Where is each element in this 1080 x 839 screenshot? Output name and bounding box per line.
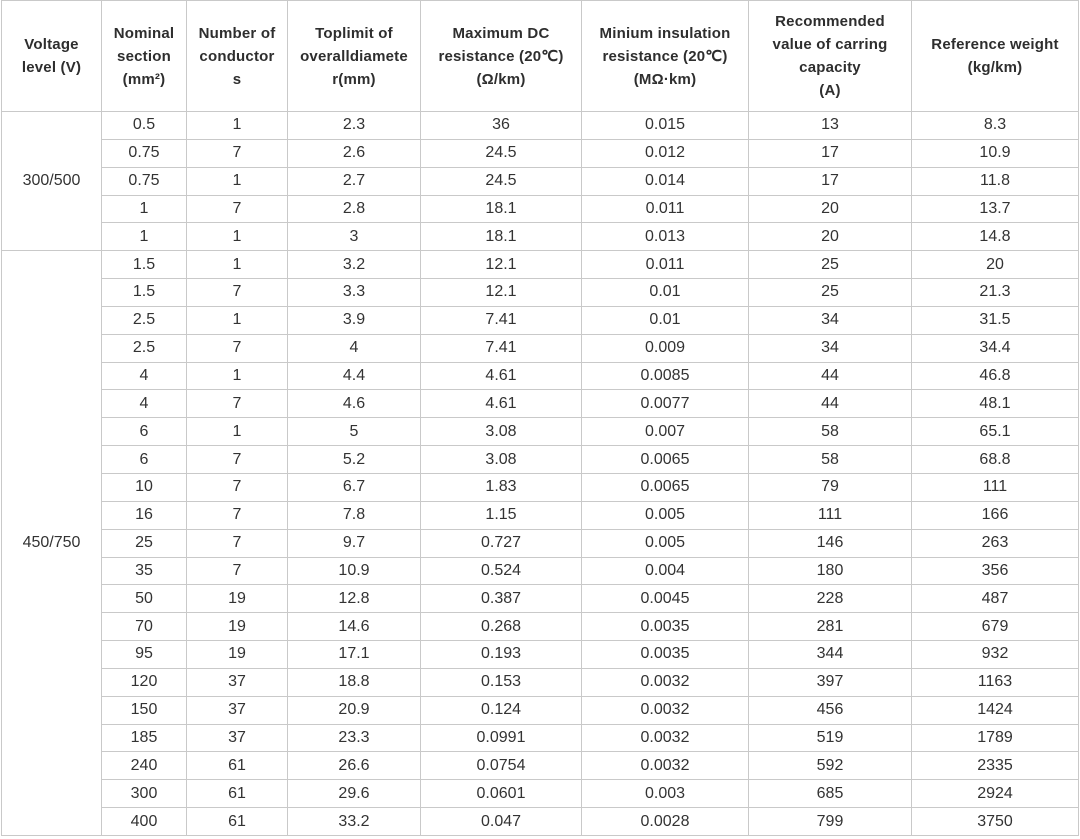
conductors-cell: 19 — [187, 641, 288, 669]
header-row — [2, 1, 1079, 112]
table-row — [2, 641, 1079, 669]
nominal-section-cell: 0.75 — [102, 167, 187, 195]
nominal-section-cell: 6 — [102, 446, 187, 474]
table-row — [2, 362, 1079, 390]
diameter-cell: 17.1 — [288, 641, 421, 669]
header-number-of-conductors: Number of conductor s — [187, 1, 288, 112]
insulation-resistance-cell: 0.009 — [582, 334, 749, 362]
table-row — [2, 668, 1079, 696]
reference-weight-cell: 14.8 — [912, 223, 1079, 251]
reference-weight-cell: 34.4 — [912, 334, 1079, 362]
carrying-capacity-cell: 20 — [749, 195, 912, 223]
carrying-capacity-cell: 592 — [749, 752, 912, 780]
dc-resistance-cell: 0.124 — [421, 696, 582, 724]
nominal-section-cell: 10 — [102, 473, 187, 501]
reference-weight-cell: 20 — [912, 251, 1079, 279]
dc-resistance-cell: 0.0754 — [421, 752, 582, 780]
dc-resistance-cell: 12.1 — [421, 279, 582, 307]
reference-weight-cell: 111 — [912, 473, 1079, 501]
insulation-resistance-cell: 0.013 — [582, 223, 749, 251]
diameter-cell: 3 — [288, 223, 421, 251]
table-row — [2, 334, 1079, 362]
diameter-cell: 5 — [288, 418, 421, 446]
carrying-capacity-cell: 25 — [749, 279, 912, 307]
conductors-cell: 1 — [187, 362, 288, 390]
diameter-cell: 7.8 — [288, 501, 421, 529]
reference-weight-cell: 263 — [912, 529, 1079, 557]
nominal-section-cell: 0.75 — [102, 139, 187, 167]
carrying-capacity-cell: 79 — [749, 473, 912, 501]
table-row — [2, 473, 1079, 501]
nominal-section-cell: 240 — [102, 752, 187, 780]
conductors-cell: 1 — [187, 251, 288, 279]
nominal-section-cell: 150 — [102, 696, 187, 724]
cable-spec-table — [1, 0, 1079, 836]
conductors-cell: 7 — [187, 279, 288, 307]
reference-weight-cell: 11.8 — [912, 167, 1079, 195]
carrying-capacity-cell: 146 — [749, 529, 912, 557]
carrying-capacity-cell: 799 — [749, 808, 912, 836]
conductors-cell: 61 — [187, 780, 288, 808]
conductors-cell: 61 — [187, 752, 288, 780]
header-max-dc-resistance: Maximum DC resistance (20℃) (Ω/km) — [421, 1, 582, 112]
insulation-resistance-cell: 0.014 — [582, 167, 749, 195]
nominal-section-cell: 1.5 — [102, 279, 187, 307]
dc-resistance-cell: 3.08 — [421, 446, 582, 474]
table-row — [2, 585, 1079, 613]
dc-resistance-cell: 24.5 — [421, 167, 582, 195]
nominal-section-cell: 35 — [102, 557, 187, 585]
dc-resistance-cell: 1.83 — [421, 473, 582, 501]
nominal-section-cell: 0.5 — [102, 112, 187, 140]
carrying-capacity-cell: 34 — [749, 306, 912, 334]
dc-resistance-cell: 3.08 — [421, 418, 582, 446]
carrying-capacity-cell: 281 — [749, 613, 912, 641]
nominal-section-cell: 185 — [102, 724, 187, 752]
table-row — [2, 780, 1079, 808]
reference-weight-cell: 356 — [912, 557, 1079, 585]
dc-resistance-cell: 0.727 — [421, 529, 582, 557]
insulation-resistance-cell: 0.0035 — [582, 613, 749, 641]
dc-resistance-cell: 0.387 — [421, 585, 582, 613]
conductors-cell: 7 — [187, 529, 288, 557]
dc-resistance-cell: 0.193 — [421, 641, 582, 669]
table-row — [2, 195, 1079, 223]
insulation-resistance-cell: 0.011 — [582, 195, 749, 223]
diameter-cell: 26.6 — [288, 752, 421, 780]
insulation-resistance-cell: 0.0045 — [582, 585, 749, 613]
diameter-cell: 18.8 — [288, 668, 421, 696]
table-row — [2, 724, 1079, 752]
conductors-cell: 1 — [187, 167, 288, 195]
conductors-cell: 7 — [187, 195, 288, 223]
header-carrying-capacity: Recommended value of carring capacity (A) — [749, 1, 912, 112]
insulation-resistance-cell: 0.0035 — [582, 641, 749, 669]
reference-weight-cell: 68.8 — [912, 446, 1079, 474]
diameter-cell: 4 — [288, 334, 421, 362]
reference-weight-cell: 21.3 — [912, 279, 1079, 307]
insulation-resistance-cell: 0.0032 — [582, 696, 749, 724]
diameter-cell: 10.9 — [288, 557, 421, 585]
carrying-capacity-cell: 17 — [749, 139, 912, 167]
table-row — [2, 613, 1079, 641]
diameter-cell: 23.3 — [288, 724, 421, 752]
diameter-cell: 12.8 — [288, 585, 421, 613]
conductors-cell: 7 — [187, 334, 288, 362]
conductors-cell: 7 — [187, 473, 288, 501]
diameter-cell: 4.6 — [288, 390, 421, 418]
diameter-cell: 29.6 — [288, 780, 421, 808]
nominal-section-cell: 95 — [102, 641, 187, 669]
diameter-cell: 2.6 — [288, 139, 421, 167]
diameter-cell: 2.7 — [288, 167, 421, 195]
table-row — [2, 139, 1079, 167]
reference-weight-cell: 65.1 — [912, 418, 1079, 446]
conductors-cell: 7 — [187, 390, 288, 418]
conductors-cell: 1 — [187, 306, 288, 334]
nominal-section-cell: 400 — [102, 808, 187, 836]
diameter-cell: 3.9 — [288, 306, 421, 334]
dc-resistance-cell: 0.153 — [421, 668, 582, 696]
insulation-resistance-cell: 0.0077 — [582, 390, 749, 418]
insulation-resistance-cell: 0.0032 — [582, 724, 749, 752]
carrying-capacity-cell: 13 — [749, 112, 912, 140]
nominal-section-cell: 2.5 — [102, 306, 187, 334]
insulation-resistance-cell: 0.012 — [582, 139, 749, 167]
dc-resistance-cell: 4.61 — [421, 390, 582, 418]
dc-resistance-cell: 18.1 — [421, 223, 582, 251]
table-row — [2, 167, 1079, 195]
insulation-resistance-cell: 0.0065 — [582, 473, 749, 501]
table-row — [2, 223, 1079, 251]
carrying-capacity-cell: 397 — [749, 668, 912, 696]
table-body — [2, 112, 1079, 836]
carrying-capacity-cell: 685 — [749, 780, 912, 808]
table-row — [2, 306, 1079, 334]
table-row — [2, 279, 1079, 307]
insulation-resistance-cell: 0.01 — [582, 306, 749, 334]
insulation-resistance-cell: 0.01 — [582, 279, 749, 307]
conductors-cell: 7 — [187, 446, 288, 474]
reference-weight-cell: 31.5 — [912, 306, 1079, 334]
carrying-capacity-cell: 25 — [749, 251, 912, 279]
carrying-capacity-cell: 58 — [749, 446, 912, 474]
dc-resistance-cell: 1.15 — [421, 501, 582, 529]
nominal-section-cell: 6 — [102, 418, 187, 446]
insulation-resistance-cell: 0.004 — [582, 557, 749, 585]
diameter-cell: 6.7 — [288, 473, 421, 501]
dc-resistance-cell: 0.268 — [421, 613, 582, 641]
dc-resistance-cell: 12.1 — [421, 251, 582, 279]
carrying-capacity-cell: 111 — [749, 501, 912, 529]
carrying-capacity-cell: 44 — [749, 362, 912, 390]
nominal-section-cell: 70 — [102, 613, 187, 641]
conductors-cell: 19 — [187, 613, 288, 641]
diameter-cell: 3.3 — [288, 279, 421, 307]
table-row — [2, 501, 1079, 529]
reference-weight-cell: 1163 — [912, 668, 1079, 696]
dc-resistance-cell: 4.61 — [421, 362, 582, 390]
carrying-capacity-cell: 519 — [749, 724, 912, 752]
diameter-cell: 33.2 — [288, 808, 421, 836]
table-row — [2, 251, 1079, 279]
insulation-resistance-cell: 0.011 — [582, 251, 749, 279]
dc-resistance-cell: 0.047 — [421, 808, 582, 836]
conductors-cell: 1 — [187, 418, 288, 446]
table-row — [2, 808, 1079, 836]
reference-weight-cell: 679 — [912, 613, 1079, 641]
conductors-cell: 7 — [187, 557, 288, 585]
dc-resistance-cell: 24.5 — [421, 139, 582, 167]
nominal-section-cell: 300 — [102, 780, 187, 808]
reference-weight-cell: 487 — [912, 585, 1079, 613]
insulation-resistance-cell: 0.0032 — [582, 752, 749, 780]
conductors-cell: 37 — [187, 696, 288, 724]
dc-resistance-cell: 0.524 — [421, 557, 582, 585]
diameter-cell: 14.6 — [288, 613, 421, 641]
reference-weight-cell: 1789 — [912, 724, 1079, 752]
header-voltage-level: Voltage level (V) — [2, 1, 102, 112]
dc-resistance-cell: 0.0601 — [421, 780, 582, 808]
table-row — [2, 529, 1079, 557]
nominal-section-cell: 2.5 — [102, 334, 187, 362]
insulation-resistance-cell: 0.0065 — [582, 446, 749, 474]
carrying-capacity-cell: 456 — [749, 696, 912, 724]
reference-weight-cell: 13.7 — [912, 195, 1079, 223]
insulation-resistance-cell: 0.005 — [582, 529, 749, 557]
table-row — [2, 696, 1079, 724]
reference-weight-cell: 3750 — [912, 808, 1079, 836]
nominal-section-cell: 1 — [102, 223, 187, 251]
header-min-insulation-resistance: Minium insulation resistance (20℃) (MΩ·km) — [582, 1, 749, 112]
nominal-section-cell: 120 — [102, 668, 187, 696]
nominal-section-cell: 16 — [102, 501, 187, 529]
conductors-cell: 7 — [187, 501, 288, 529]
diameter-cell: 5.2 — [288, 446, 421, 474]
voltage-level-cell: 450/750 — [2, 251, 102, 836]
conductors-cell: 1 — [187, 223, 288, 251]
dc-resistance-cell: 36 — [421, 112, 582, 140]
insulation-resistance-cell: 0.015 — [582, 112, 749, 140]
conductors-cell: 61 — [187, 808, 288, 836]
insulation-resistance-cell: 0.0085 — [582, 362, 749, 390]
reference-weight-cell: 10.9 — [912, 139, 1079, 167]
diameter-cell: 4.4 — [288, 362, 421, 390]
nominal-section-cell: 4 — [102, 390, 187, 418]
conductors-cell: 37 — [187, 724, 288, 752]
conductors-cell: 7 — [187, 139, 288, 167]
carrying-capacity-cell: 17 — [749, 167, 912, 195]
dc-resistance-cell: 7.41 — [421, 334, 582, 362]
reference-weight-cell: 46.8 — [912, 362, 1079, 390]
conductors-cell: 37 — [187, 668, 288, 696]
diameter-cell: 3.2 — [288, 251, 421, 279]
carrying-capacity-cell: 34 — [749, 334, 912, 362]
carrying-capacity-cell: 58 — [749, 418, 912, 446]
diameter-cell: 2.3 — [288, 112, 421, 140]
reference-weight-cell: 8.3 — [912, 112, 1079, 140]
header-overall-diameter: Toplimit of overalldiamete r(mm) — [288, 1, 421, 112]
dc-resistance-cell: 18.1 — [421, 195, 582, 223]
insulation-resistance-cell: 0.005 — [582, 501, 749, 529]
table-row — [2, 418, 1079, 446]
dc-resistance-cell: 7.41 — [421, 306, 582, 334]
conductors-cell: 1 — [187, 112, 288, 140]
table-row — [2, 390, 1079, 418]
table-row — [2, 446, 1079, 474]
carrying-capacity-cell: 44 — [749, 390, 912, 418]
carrying-capacity-cell: 20 — [749, 223, 912, 251]
nominal-section-cell: 1 — [102, 195, 187, 223]
header-reference-weight: Reference weight (kg/km) — [912, 1, 1079, 112]
dc-resistance-cell: 0.0991 — [421, 724, 582, 752]
reference-weight-cell: 2335 — [912, 752, 1079, 780]
carrying-capacity-cell: 180 — [749, 557, 912, 585]
nominal-section-cell: 50 — [102, 585, 187, 613]
reference-weight-cell: 48.1 — [912, 390, 1079, 418]
reference-weight-cell: 2924 — [912, 780, 1079, 808]
carrying-capacity-cell: 344 — [749, 641, 912, 669]
reference-weight-cell: 166 — [912, 501, 1079, 529]
reference-weight-cell: 1424 — [912, 696, 1079, 724]
insulation-resistance-cell: 0.007 — [582, 418, 749, 446]
diameter-cell: 20.9 — [288, 696, 421, 724]
conductors-cell: 19 — [187, 585, 288, 613]
header-nominal-section: Nominal section (mm²) — [102, 1, 187, 112]
table-row — [2, 112, 1079, 140]
diameter-cell: 9.7 — [288, 529, 421, 557]
insulation-resistance-cell: 0.0028 — [582, 808, 749, 836]
diameter-cell: 2.8 — [288, 195, 421, 223]
carrying-capacity-cell: 228 — [749, 585, 912, 613]
nominal-section-cell: 1.5 — [102, 251, 187, 279]
table-row — [2, 557, 1079, 585]
insulation-resistance-cell: 0.0032 — [582, 668, 749, 696]
nominal-section-cell: 4 — [102, 362, 187, 390]
reference-weight-cell: 932 — [912, 641, 1079, 669]
table-row — [2, 752, 1079, 780]
voltage-level-cell: 300/500 — [2, 112, 102, 251]
nominal-section-cell: 25 — [102, 529, 187, 557]
insulation-resistance-cell: 0.003 — [582, 780, 749, 808]
